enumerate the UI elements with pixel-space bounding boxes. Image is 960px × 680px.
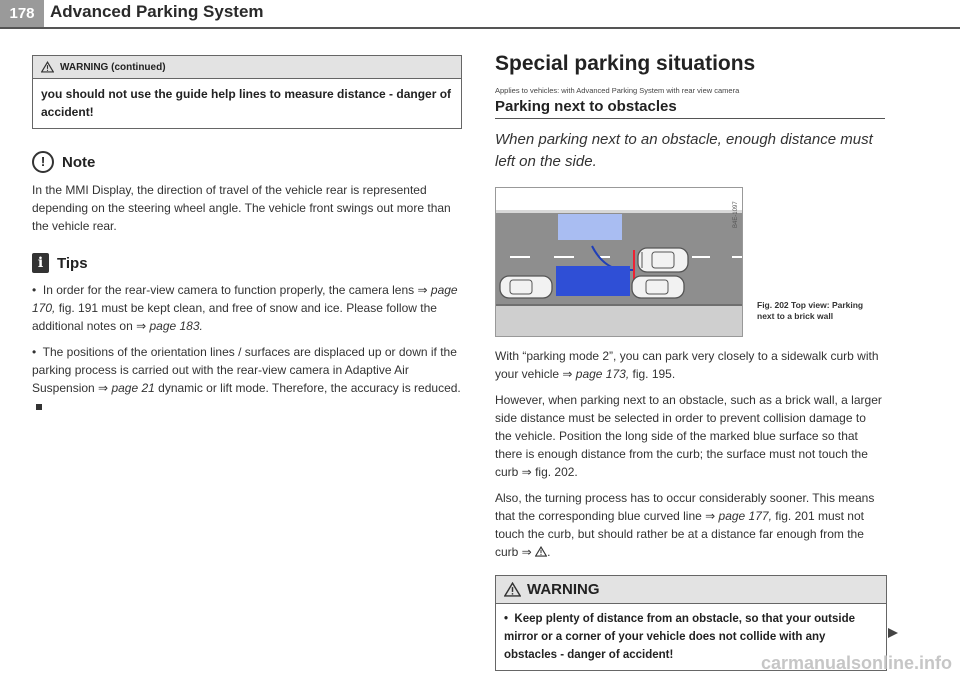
note-heading [32,151,462,173]
note-text: In the MMI Display, the direction of travel of the vehicle rear is represented depending on the steering wheel angle. The vehicle front swings out more than the vehicle rear. [32,183,451,233]
end-of-section-icon [36,404,42,410]
warning-triangle-icon [504,582,521,597]
warning-continued-text: you should not use the guide help lines to measure distance - danger of accident! [41,87,452,119]
page-ref-link[interactable]: page 173, [575,367,630,381]
intro-text: When parking next to an obstacle, enough distance must left on the side. [495,131,873,170]
page-ref-link[interactable]: page 21 [111,381,155,395]
chapter-title: Advanced Parking System [50,2,264,21]
tips-bullet-1: • In order for the rear-view camera to function properly, the camera lens ⇒ page 170, fig. 191 must be kept clean, and free of snow and ice. Please follow the additional notes on ⇒ page 183. [32,283,458,333]
section-title: Special parking situations [495,52,756,75]
warning-triangle-icon [41,61,54,73]
paragraph-2: However, when parking next to an obstacle, such as a brick wall, a larger side distance must be selected in order to prevent collision damage to the vehicle. Position the long side of the marked blue surface so that there is enough distance from the curb; the surface must not touch the curb ⇒ fig. 202. [495,393,882,479]
right-column [495,52,885,671]
subsection-title: Parking next to obstacles [495,98,885,119]
watermark: carmanualsonline.info [760,653,952,673]
parking-diagram [496,188,742,336]
continue-arrow-icon [888,628,898,638]
figure-caption: Fig. 202 Top view: Parking next to a brick wall [757,300,864,321]
tips-info-icon: i [32,253,49,273]
paragraph-1: With “parking mode 2”, you can park very closely to a sidewalk curb with your vehicle ⇒ page 173, fig. 195. [495,349,879,381]
warning-triangle-icon [535,546,547,557]
figure-code: B4E-1097 [733,201,739,228]
page-ref-link[interactable]: page 177, [718,509,772,523]
tips-heading-text: Tips [57,254,88,272]
warning-text: • Keep plenty of distance from an obstacle, so that your outside mirror or a corner of your vehicle does not collide with any obstacles - danger of accident! [504,613,856,661]
warning-header [496,576,886,604]
figure-202 [495,187,743,337]
note-exclamation-icon: ! [32,151,54,173]
page-ref-link[interactable]: page 170, [32,283,458,315]
warning-continued-box [32,55,462,129]
paragraph-3: Also, the turning process has to occur considerably sooner. This means that the corresponding blue curved line ⇒ page 177, fig. 201 must not touch the curb, but should rather be at a distance far enough from the curb ⇒ . [495,491,875,559]
warning-heading: WARNING [527,581,600,598]
header-rule [0,27,960,29]
warning-continued-label: WARNING (continued) [60,61,166,73]
tips-heading [32,253,462,273]
tips-bullet-2: • The positions of the orientation lines / surfaces are displaced up or down if the parking process is carried out with the rear-view camera in Adaptive Air Suspension ⇒ page 21 dynamic or lift mode. Therefore, the accuracy is reduced. [32,343,462,415]
note-heading-text: Note [62,153,96,171]
applies-to: Applies to vehicles: with Advanced Parking System with rear view camera [495,86,740,95]
page-number: 178 [0,0,44,28]
warning-continued-header [33,56,461,79]
figure-row [495,187,885,339]
left-column [32,55,462,415]
page-ref-link[interactable]: page 183. [149,319,203,333]
